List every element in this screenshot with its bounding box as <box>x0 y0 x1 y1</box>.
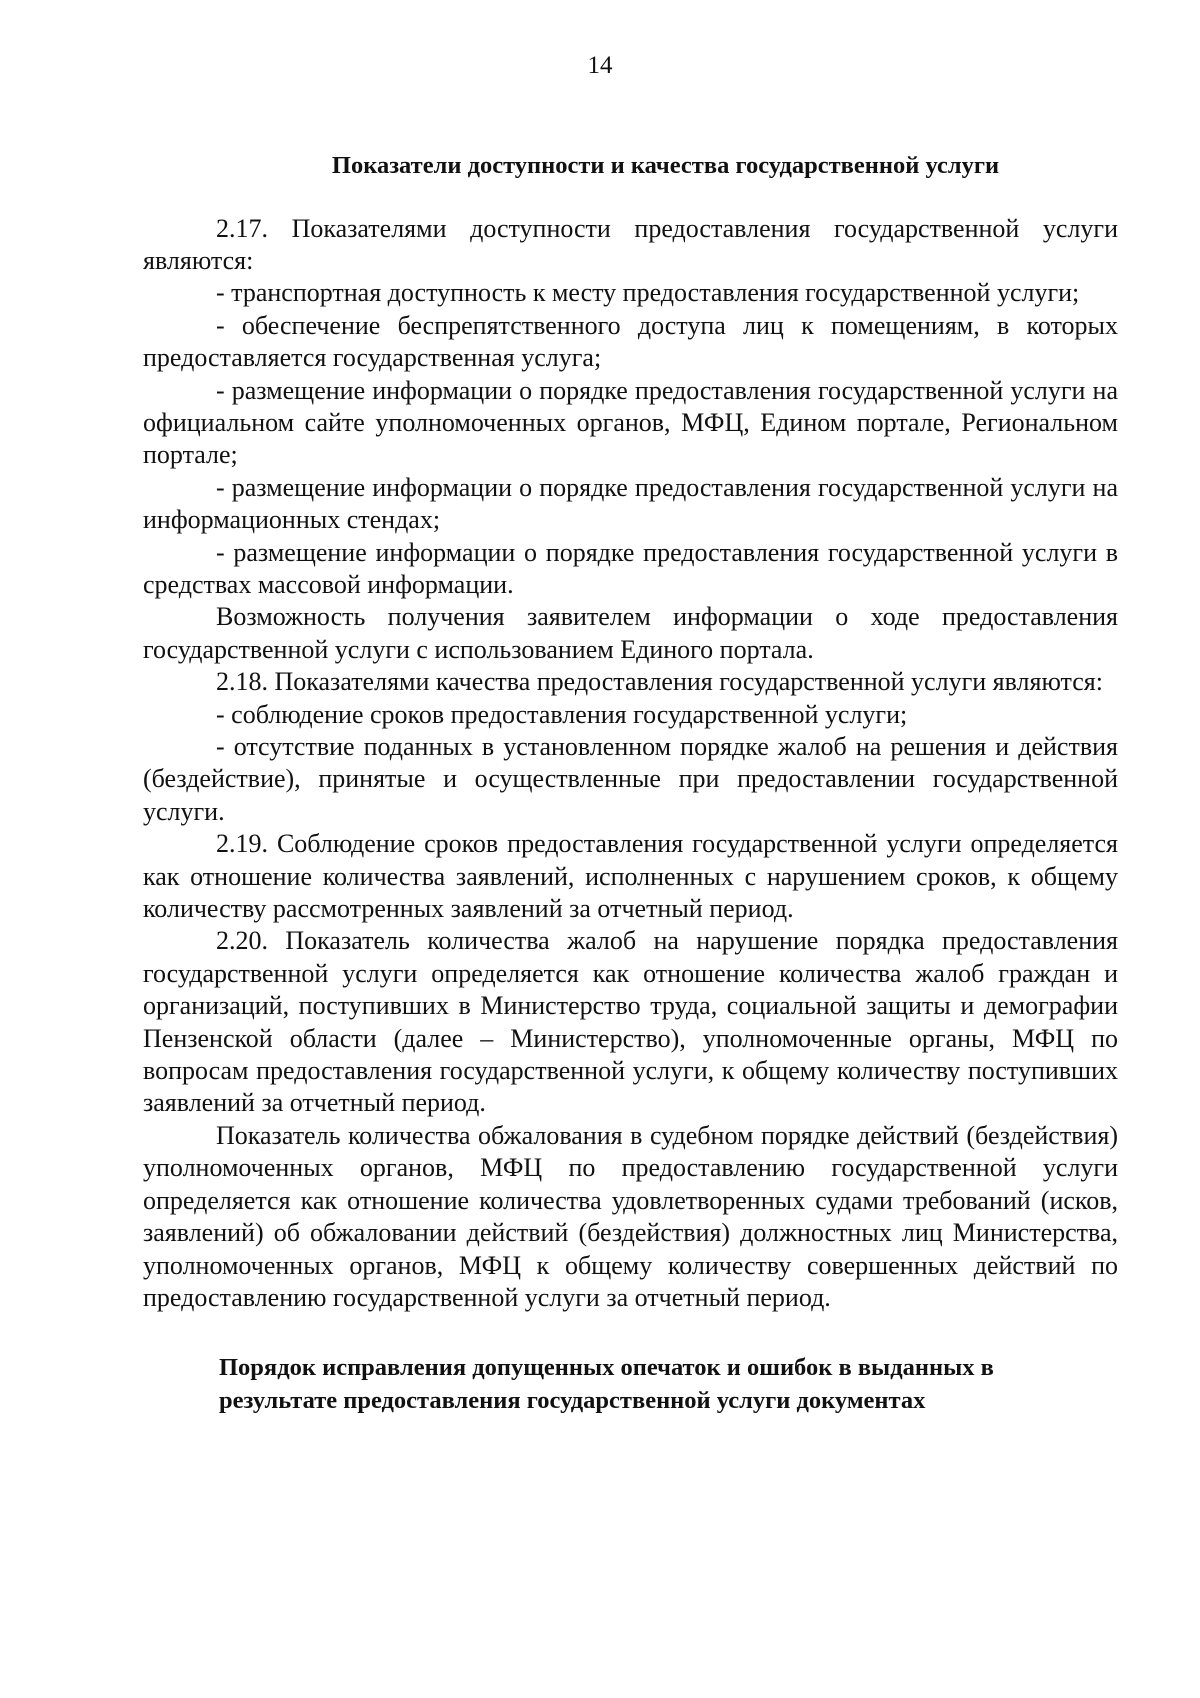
list-item-unhindered-access: - обеспечение беспрепятственного доступа лиц к помещениям, в которых предоставляется государственная услуга; <box>143 310 1118 373</box>
section-heading-availability-quality: Показатели доступности и качества государственной услуги <box>331 152 1000 179</box>
paragraph-2-19: 2.19. Соблюдение сроков предоставления государственной услуги определяется как отношение количества заявлений, исполненных с нарушением сроков, к общему количеству рассмотренных заявлений за отчетный период. <box>143 829 1118 924</box>
document-body <box>143 150 1118 1417</box>
paragraph-court-appeals: Показатель количества обжалования в судебном порядке действий (бездействия) уполномоченных органов, МФЦ по предоставлению государственной услуги определяется как отношение количества удовлетворенных судами требований (исков, заявлений) об обжаловании действий (бездействия) должностных лиц Министерства, уполномоченных органов, МФЦ к общему количеству совершенных действий по предоставлению государственной услуги за отчетный период. <box>143 1120 1118 1312</box>
list-item-info-media: - размещение информации о порядке предоставления государственной услуги в средствах массовой информации. <box>143 537 1118 599</box>
page-number: 14 <box>587 52 613 79</box>
section-heading-error-correction: Порядок исправления допущенных опечаток и ошибок в выданных в результате предоставления государственной услуги документах <box>219 1354 994 1414</box>
paragraph-2-18: 2.18. Показателями качества предоставления государственной услуги являются: <box>216 667 1103 697</box>
list-item-no-complaints: - отсутствие поданных в установленном порядке жалоб на решения и действия (бездействие), принятые и осуществленные при предоставлении государственной услуги. <box>143 732 1118 826</box>
paragraph-2-20: 2.20. Показатель количества жалоб на нарушение порядка предоставления государственной услуги определяется как отношение количества жалоб граждан и организаций, поступивших в Министерство труда, социальной защиты и демографии Пензенской области (далее – Министерство), уполномоченные органы, МФЦ по вопросам предоставления государственной услуги, к общему количеству поступивших заявлений за отчетный период. <box>143 926 1118 1118</box>
list-item-info-stands: - размещение информации о порядке предоставления государственной услуги на информационных стендах; <box>143 472 1118 535</box>
list-item-transport-access: - транспортная доступность к месту предоставления государственной услуги; <box>216 278 1080 308</box>
list-item-deadlines: - соблюдение сроков предоставления государственной услуги; <box>216 699 908 729</box>
paragraph-progress-info: Возможность получения заявителем информации о ходе предоставления государственной услуги с использованием Единого портала. <box>143 602 1118 664</box>
list-item-info-official-site: - размещение информации о порядке предоставления государственной услуги на официальном сайте уполномоченных органов, МФЦ, Едином портале, Региональном портале; <box>143 375 1118 470</box>
paragraph-2-17: 2.17. Показателями доступности предоставления государственной услуги являются: <box>143 213 1118 275</box>
